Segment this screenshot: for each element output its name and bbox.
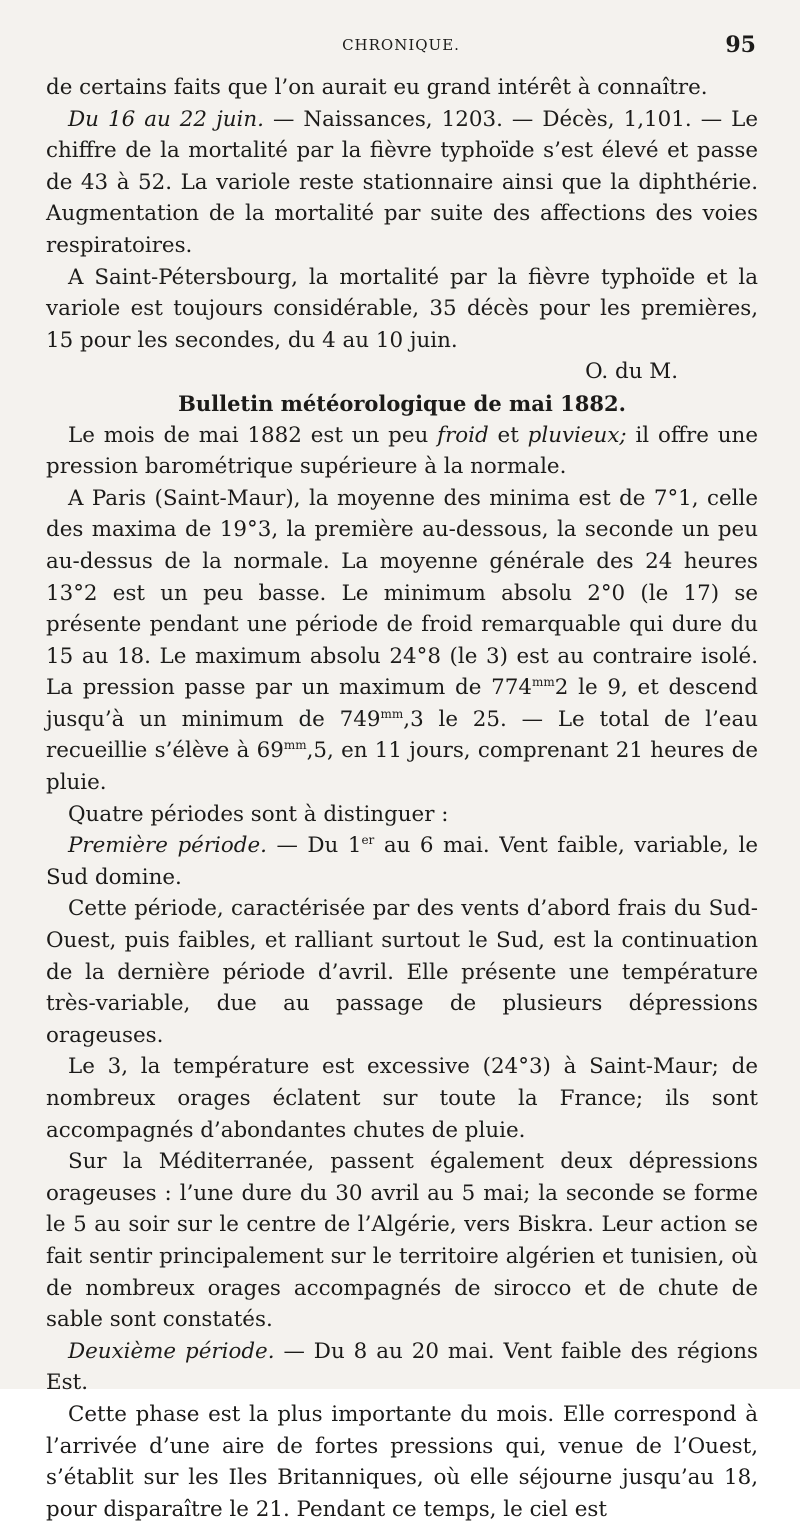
emphasis-froid: froid	[437, 422, 489, 448]
paragraph-text: ,5, en 11 jours, comprenant 21 heures de pluie.	[46, 738, 758, 796]
paragraph-text: — Du 1	[266, 833, 362, 859]
paragraph-temperature-3	[46, 1051, 758, 1146]
paragraph-paris	[46, 483, 758, 799]
paragraph-continuation	[46, 72, 758, 104]
paragraph-periods-intro	[46, 799, 758, 831]
period-label: Première période.	[68, 833, 267, 859]
paragraph-text: Cette période, caractérisée par des vents d’abord frais du Sud-Ouest, puis faibles, et ralliant surtout le Sud, est la continuation de la dernière période d’avril. Elle présente une température très-variable, due au passage de plusieurs dépressions orageuses.	[46, 896, 758, 1048]
paragraph-text: Le 3, la température est excessive (24°3) à Saint-Maur; de nombreux orages éclatent sur toute la France; ils sont accompagnés d’abondantes chutes de pluie.	[46, 1054, 758, 1143]
paragraph-summary	[46, 420, 758, 483]
paragraph-text: et	[488, 422, 528, 448]
signature-line	[46, 356, 758, 388]
paragraph-text: Le mois de mai 1882 est un peu	[68, 422, 438, 448]
page-header	[46, 34, 756, 60]
paragraph-weekly-report	[46, 104, 758, 262]
paragraph-first-period-detail	[46, 893, 758, 1051]
period-label: Deuxième période.	[68, 1338, 275, 1364]
section-title: Bulletin météorologique de mai 1882.	[178, 390, 626, 416]
paragraph-text: de certains faits que l’on aurait eu grand intérêt à connaître.	[46, 75, 708, 100]
paragraph-second-period	[46, 1336, 758, 1399]
paragraph-text: 2 le 9, et descend jusqu’à un minimum de 749	[46, 675, 758, 732]
paragraph-text: A Paris (Saint-Maur), la moyenne des minima est de 7°1, celle des maxima de 19°3, la première au-dessous, la seconde un peu au-dessus de la normale. La moyenne générale des 24 heures 13°2 est un peu basse. Le minimum absolu 2°0 (le 17) se présente pendant une période de froid remarquable qui dure du 15 au 18. Le maximum absolu 24°8 (le 3) est au contraire isolé. La pression passe par un maximum de 774	[46, 485, 758, 701]
paragraph-text: Cette phase est la plus importante du mois. Elle correspond à l’arrivée d’une aire de fortes pressions qui, venue de l’Ouest, s’établit sur les Iles Britanniques, où elle séjourne jusqu’au 18, pour disparaître le 21. Pendant ce temps, le ciel est	[46, 1401, 758, 1522]
unit-mm: mm	[380, 706, 404, 721]
paragraph-first-period	[46, 830, 758, 893]
page-number: 95	[725, 32, 756, 58]
unit-mm: mm	[532, 675, 555, 690]
paragraph-text: — Du 8 au 20 mai. Vent faible des régions Est.	[46, 1338, 758, 1396]
paragraph-mediterranean	[46, 1146, 758, 1336]
paragraph-second-period-detail	[46, 1399, 758, 1525]
emphasis-pluvieux: pluvieux;	[527, 422, 627, 448]
paragraph-text: A Saint-Pétersbourg, la mortalité par la fièvre typhoïde et la variole est toujours considérable, 35 décès pour les premières, 15 pour les secondes, du 4 au 10 juin.	[46, 264, 758, 353]
paragraph-saint-petersbourg	[46, 262, 758, 357]
paragraph-text: au 6 mai. Vent faible, variable, le Sud domine.	[46, 833, 758, 890]
paragraph-text: il offre une pression barométrique supérieure à la normale.	[46, 422, 758, 480]
unit-mm: mm	[283, 738, 307, 753]
paragraph-text: Quatre périodes sont à distinguer :	[68, 801, 449, 827]
page-body	[46, 72, 758, 1525]
ordinal-superscript: er	[361, 833, 375, 848]
report-dates: Du 16 au 22 juin.	[68, 106, 264, 132]
paragraph-text: — Naissances, 1203. — Décès, 1,101. — Le chiffre de la mortalité par la fièvre typhoïde s’est élevé et passe de 43 à 52. La variole reste stationnaire ainsi que la diphthérie. Augmentation de la mortalité par suite des affections des voies respiratoires.	[46, 106, 759, 258]
running-head: CHRONIQUE.	[342, 36, 460, 54]
paragraph-text: ,3 le 25. — Le total de l’eau recueillie s’élève à 69	[46, 706, 758, 764]
paragraph-text: Sur la Méditerranée, passent également deux dépressions orageuses : l’une dure du 30 avril au 5 mai; la seconde se forme le 5 au soir sur le centre de l’Algérie, vers Biskra. Leur action se fait sentir principalement sur le territoire algérien et tunisien, où de nombreux orages accompagnés de sirocco et de chute de sable sont constatés.	[46, 1149, 758, 1333]
author-signature: O. du M.	[585, 359, 678, 385]
